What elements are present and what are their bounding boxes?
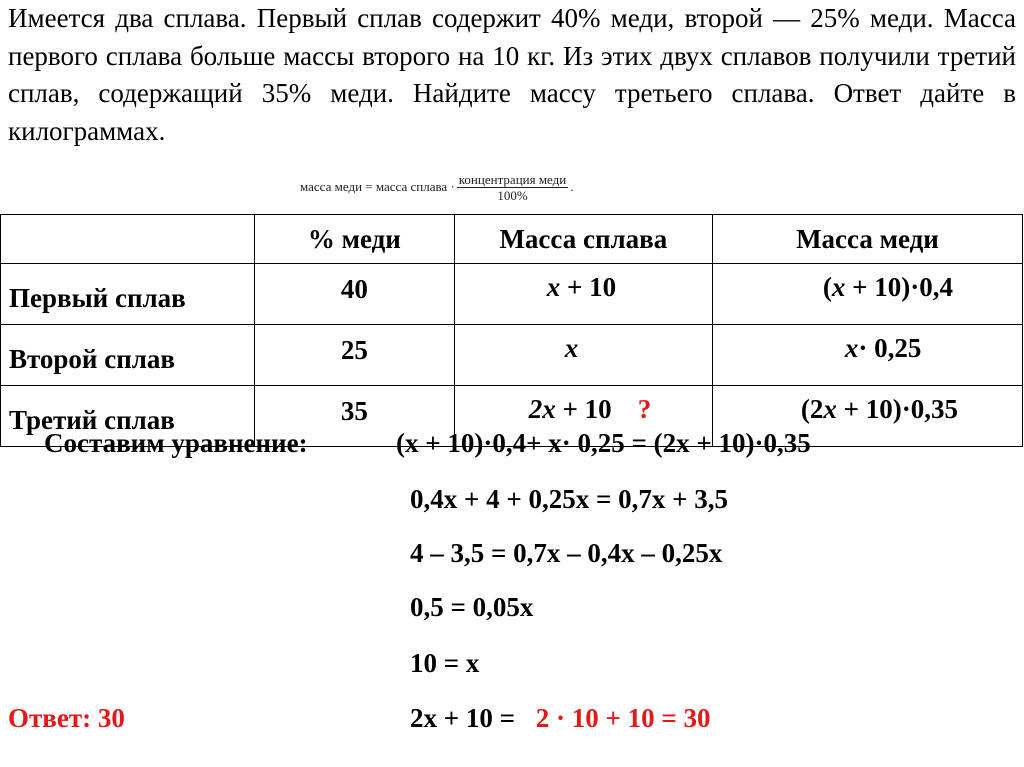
final-rhs: 2 · 10 + 10 = 30 — [535, 703, 711, 733]
header-copper-mass: Масса меди — [712, 215, 1022, 264]
final-lhs: 2x + 10 = — [410, 703, 516, 733]
header-empty — [1, 215, 255, 264]
alloy-mass-cell: 2x + 10 ? — [454, 386, 712, 447]
equation-step: 0,5 = 0,05x — [410, 592, 534, 622]
question-mark: ? — [637, 394, 652, 424]
final-equation — [410, 703, 711, 734]
equation-step: (x + 10)·0,4+ x· 0,25 = (2x + 10)·0,35 — [396, 428, 811, 458]
percent-cell: 35 — [254, 386, 454, 447]
copper-mass-formula — [300, 165, 573, 209]
row-label: Второй сплав — [1, 325, 255, 386]
table-header-row — [1, 215, 1023, 264]
alloy-table — [0, 214, 1023, 447]
problem-statement: Имеется два сплава. Первый сплав содержит 40% меди, второй — 25% меди. Масса первого сплава больше массы второго на 10 кг. Из этих двух сплавов получили третий сплав, содержащий 35% меди. Найдите массу третьего сплава. Ответ дайте в килограммах. — [8, 3, 1016, 146]
equation-label: Составим уравнение: — [44, 428, 308, 458]
formula-lhs: масса меди = масса сплава · — [300, 179, 455, 194]
alloy-mass-cell: x + 10 — [454, 264, 712, 325]
equation-step: 10 = x — [410, 648, 480, 678]
table-row — [1, 264, 1023, 325]
copper-mass-cell: x· 0,25 — [712, 325, 1022, 386]
table-row — [1, 325, 1023, 386]
equation-step: 4 – 3,5 = 0,7x – 0,4x – 0,25x — [410, 538, 723, 568]
formula-numerator: концентрация меди — [458, 171, 567, 187]
header-alloy-mass: Масса сплава — [454, 215, 712, 264]
copper-mass-cell: (x + 10)·0,4 — [712, 264, 1022, 325]
percent-cell: 40 — [254, 264, 454, 325]
formula-fraction — [457, 172, 568, 203]
formula-end: . — [570, 179, 574, 194]
percent-cell: 25 — [254, 325, 454, 386]
formula-denominator: 100% — [497, 187, 528, 203]
alloy-mass-cell: x — [454, 325, 712, 386]
row-label: Третий сплав — [1, 386, 255, 447]
answer: Ответ: 30 — [8, 703, 125, 733]
row-label: Первый сплав — [1, 264, 255, 325]
equation-step: 0,4x + 4 + 0,25x = 0,7x + 3,5 — [410, 484, 729, 514]
header-percent: % меди — [254, 215, 454, 264]
copper-mass-cell: (2x + 10)·0,35 — [712, 386, 1022, 447]
